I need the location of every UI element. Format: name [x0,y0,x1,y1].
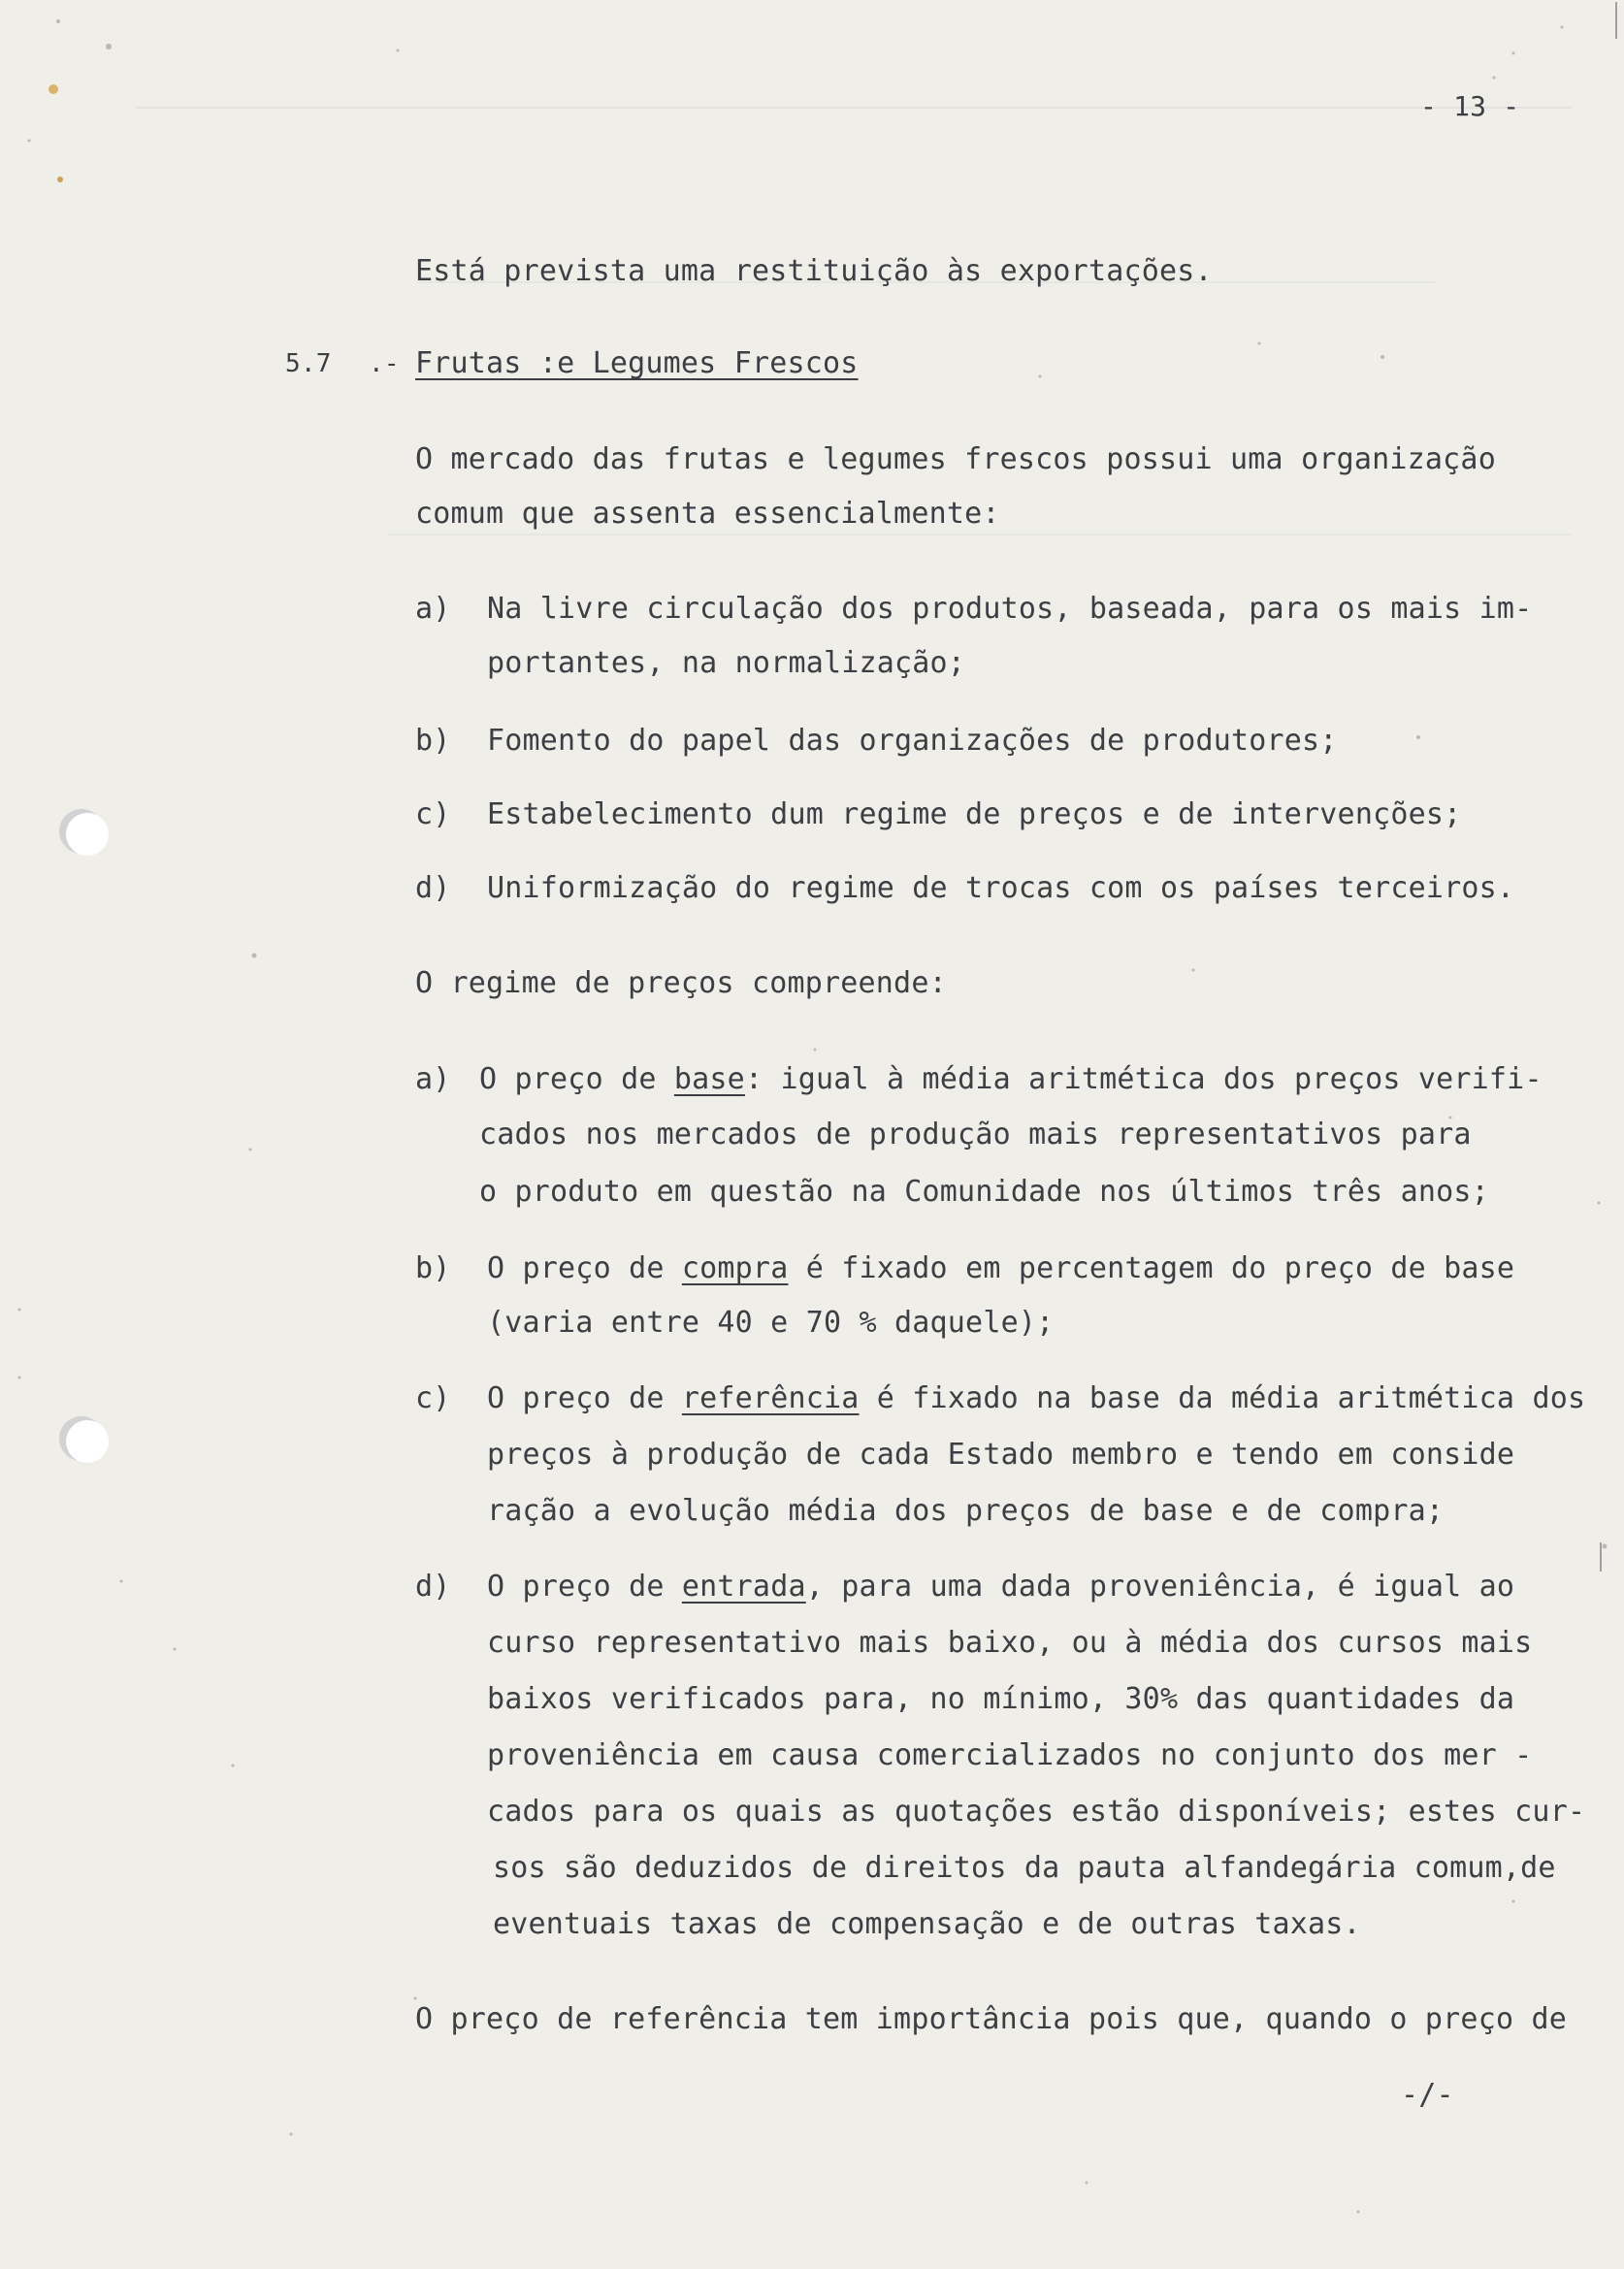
list2-item-c-line-2: preços à produção de cada Estado membro e tendo em conside [487,1438,1515,1472]
list2-item-d-pre: O preço de [487,1570,682,1604]
paragraph-3: O preço de referência tem importância pois que, quando o preço de [415,2002,1567,2036]
list2-item-c-letter: c) [415,1381,451,1415]
punch-hole-bottom [66,1420,109,1463]
list2-item-d-line-7: eventuais taxas de compensação e de outras taxas. [493,1907,1361,1941]
list2-item-c-line-1 [487,1381,1585,1416]
list1-item-a-letter: a) [415,592,451,626]
list2-item-b-letter: b) [415,1251,451,1285]
list2-item-d-line-2: curso representativo mais baixo, ou à média dos cursos mais [487,1626,1533,1660]
page-number: - 13 - [1420,90,1520,122]
list2-item-d-line-3: baixos verificados para, no mínimo, 30% das quantidades da [487,1682,1515,1716]
punch-hole-top [66,813,109,856]
list1-item-a-line-1: Na livre circulação dos produtos, baseada, para os mais im- [487,592,1533,626]
list2-item-d-term: entrada [681,1570,806,1604]
list2-item-b-line-1 [487,1251,1514,1286]
list2-item-a-post: : igual à média aritmética dos preços verifi- [744,1062,1543,1096]
list2-item-c-pre: O preço de [487,1381,682,1415]
continuation-mark: -/- [1401,2078,1454,2112]
list2-item-b-pre: O preço de [487,1251,682,1285]
list2-item-a-letter: a) [415,1062,451,1096]
paragraph-2: O regime de preços compreende: [415,966,947,1000]
list2-item-a-term: base [673,1062,745,1096]
list1-item-c-letter: c) [415,797,451,831]
intro-line: Está prevista uma restituição às exportações. [415,254,1213,288]
list2-item-a-pre: O preço de [479,1062,674,1096]
list2-item-d-post: , para uma dada proveniência, é igual ao [805,1570,1515,1604]
list2-item-b-term: compra [681,1251,789,1285]
list2-item-d-line-6: sos são deduzidos de direitos da pauta alfandegária comum,de [493,1851,1556,1885]
section-dash: .- [369,349,400,378]
list2-item-a-line-1 [479,1062,1543,1097]
list2-item-a-line-3: o produto em questão na Comunidade nos últimos três anos; [479,1175,1489,1209]
paragraph-1-line-1: O mercado das frutas e legumes frescos possui uma organização [415,442,1496,476]
paragraph-1-line-2: comum que assenta essencialmente: [415,497,1000,531]
list2-item-d-letter: d) [415,1570,451,1604]
list2-item-a-line-2: cados nos mercados de produção mais representativos para [479,1118,1472,1151]
list2-item-c-line-3: ração a evolução média dos preços de base e de compra; [487,1494,1445,1528]
list1-item-d-line-1: Uniformização do regime de trocas com os países terceiros. [487,871,1515,905]
list2-item-c-post: é fixado na base da média aritmética dos [859,1381,1586,1415]
list2-item-b-line-2: (varia entre 40 e 70 % daquele); [487,1306,1055,1340]
list1-item-a-line-2: portantes, na normalização; [487,646,966,680]
list2-item-d-line-5: cados para os quais as quotações estão disponíveis; estes cur- [487,1795,1586,1829]
list1-item-b-letter: b) [415,724,451,758]
list1-item-b-line-1: Fomento do papel das organizações de produtores; [487,724,1338,758]
list1-item-c-line-1: Estabelecimento dum regime de preços e de intervenções; [487,797,1462,831]
list1-item-d-letter: d) [415,871,451,905]
section-number: 5.7 [285,349,332,378]
list2-item-d-line-1 [487,1570,1514,1605]
list2-item-c-term: referência [681,1381,860,1415]
section-title: Frutas :e Legumes Frescos [415,346,859,380]
list2-item-d-line-4: proveniência em causa comercializados no conjunto dos mer - [487,1738,1533,1772]
list2-item-b-post: é fixado em percentagem do preço de base [788,1251,1515,1285]
